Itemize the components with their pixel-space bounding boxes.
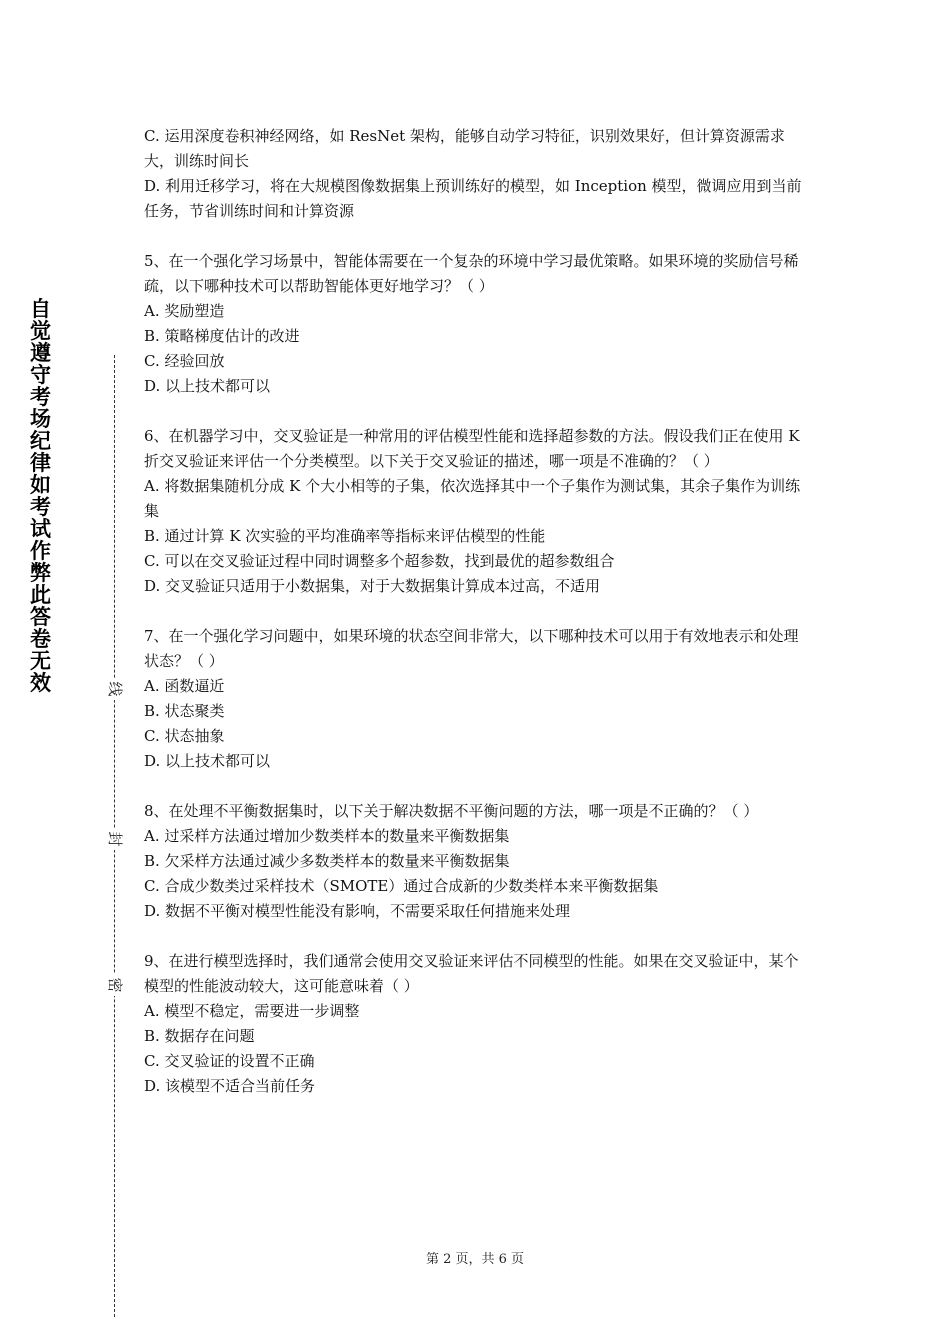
option-a: A. 过采样方法通过增加少数类样本的数量来平衡数据集 <box>144 827 510 845</box>
option-d: D. 以上技术都可以 <box>144 752 271 770</box>
option-c: C. 交叉验证的设置不正确 <box>144 1052 315 1070</box>
option-a: A. 奖励塑造 <box>144 302 225 320</box>
page-number: 第 2 页，共 6 页 <box>425 1252 525 1267</box>
option-b: B. 数据存在问题 <box>144 1027 255 1045</box>
option-b: B. 通过计算 K 次实验的平均准确率等指标来评估模型的性能 <box>144 527 546 545</box>
option-d: D. 利用迁移学习，将在大规模图像数据集上预训练好的模型，如 Inception 模型，微调应用到当前任务，节省训练时间和计算资源 <box>144 177 802 220</box>
option-c: C. 状态抽象 <box>144 727 225 745</box>
question-9 <box>144 949 812 1099</box>
question-5 <box>144 249 812 399</box>
exam-discipline-slogan: 自觉遵守考场纪律如考试作弊此答卷无效 <box>30 297 51 695</box>
option-b: B. 状态聚类 <box>144 702 225 720</box>
question-6 <box>144 424 812 599</box>
question-stem: 5、在一个强化学习场景中，智能体需要在一个复杂的环境中学习最优策略。如果环境的奖励信号稀疏，以下哪种技术可以帮助智能体更好地学习？（ ） <box>144 252 799 295</box>
option-d: D. 数据不平衡对模型性能没有影响，不需要采取任何措施来处理 <box>144 902 571 920</box>
seal-char-line: 线 <box>104 678 126 700</box>
option-b: B. 欠采样方法通过减少多数类样本的数量来平衡数据集 <box>144 852 510 870</box>
option-b: B. 策略梯度估计的改进 <box>144 327 300 345</box>
question-stem: 9、在进行模型选择时，我们通常会使用交叉验证来评估不同模型的性能。如果在交叉验证中，某个模型的性能波动较大，这可能意味着（ ） <box>144 952 799 995</box>
question-8 <box>144 799 812 924</box>
option-a: A. 将数据集随机分成 K 个大小相等的子集，依次选择其中一个子集作为测试集，其余子集作为训练集 <box>144 477 801 520</box>
question-7 <box>144 624 812 774</box>
option-a: A. 函数逼近 <box>144 677 225 695</box>
option-d: D. 交叉验证只适用于小数据集，对于大数据集计算成本过高，不适用 <box>144 577 601 595</box>
option-c: C. 运用深度卷积神经网络，如 ResNet 架构，能够自动学习特征，识别效果好，但计算资源需求大，训练时间长 <box>144 127 785 170</box>
exam-content <box>144 124 812 1099</box>
question-4-continued <box>144 124 812 224</box>
option-c: C. 经验回放 <box>144 352 225 370</box>
option-c: C. 可以在交叉验证过程中同时调整多个超参数，找到最优的超参数组合 <box>144 552 615 570</box>
question-stem: 8、在处理不平衡数据集时，以下关于解决数据不平衡问题的方法，哪一项是不正确的？（ ） <box>144 802 759 820</box>
option-a: A. 模型不稳定，需要进一步调整 <box>144 1002 360 1020</box>
seal-char-secret: 密 <box>104 974 126 996</box>
question-stem: 6、在机器学习中，交叉验证是一种常用的评估模型性能和选择超参数的方法。假设我们正在使用 K 折交叉验证来评估一个分类模型。以下关于交叉验证的描述，哪一项是不准确的？（ ） <box>144 427 800 470</box>
question-stem: 7、在一个强化学习问题中，如果环境的状态空间非常大，以下哪种技术可以用于有效地表示和处理状态？（ ） <box>144 627 799 670</box>
seal-char-seal: 封 <box>104 828 126 850</box>
option-c: C. 合成少数类过采样技术（SMOTE）通过合成新的少数类样本来平衡数据集 <box>144 877 659 895</box>
option-d: D. 该模型不适合当前任务 <box>144 1077 316 1095</box>
option-d: D. 以上技术都可以 <box>144 377 271 395</box>
